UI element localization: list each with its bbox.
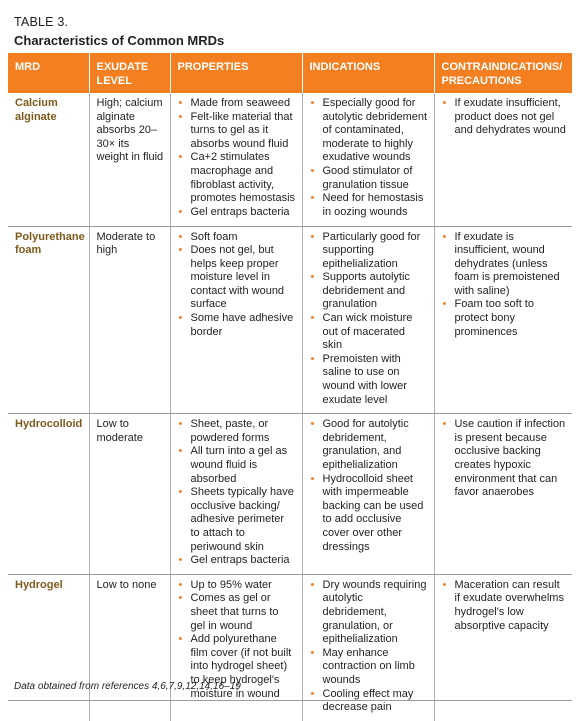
table-header-row	[8, 53, 572, 93]
exudate-level: Moderate to high	[89, 226, 170, 414]
indications-cell	[302, 574, 434, 720]
mrd-name: Calcium alginate	[8, 93, 89, 226]
contraindications-cell	[434, 574, 572, 720]
contraindication-item: • Maceration can result if exudate overwhelms hydrogel's low absorptive capacity	[442, 579, 567, 633]
indications-cell	[302, 414, 434, 575]
indication-item: • Good for autolytic debridement, granulation, and epithelialization	[310, 418, 428, 472]
property-item: • Made from seaweed	[178, 97, 296, 111]
property-item: • Sheets typically have occlusive backing/ adhesive perimeter to attach to periwound skin	[178, 486, 296, 554]
indication-item: • Dry wounds requiring autolytic debridement, granulation, or epithelialization	[310, 579, 428, 647]
header-contraindications: CONTRAINDICATIONS/ PRECAUTIONS	[434, 53, 572, 93]
indication-item: • Premoisten with saline to use on wound with lower exudate level	[310, 353, 428, 407]
indication-item: • Especially good for autolytic debridement of contaminated, moderate to highly exudative wounds	[310, 97, 428, 165]
indication-item: • Good stimulator of granulation tissue	[310, 165, 428, 192]
property-item: • Ca+2 stimulates macrophage and fibroblast activity, promotes hemostasis	[178, 151, 296, 205]
property-item: • Comes as gel or sheet that turns to gel in wound	[178, 592, 296, 633]
indications-cell	[302, 93, 434, 226]
header-mrd: MRD	[8, 53, 89, 93]
table-label: TABLE 3.	[14, 15, 69, 29]
table-title: Characteristics of Common MRDs	[14, 33, 225, 48]
indications-cell	[302, 226, 434, 414]
contraindications-cell	[434, 414, 572, 575]
exudate-level: Low to moderate	[89, 414, 170, 575]
mrd-name: Hydrocolloid	[8, 414, 89, 575]
indication-item: • Cooling effect may decrease pain	[310, 688, 428, 715]
mrd-table	[8, 53, 572, 721]
header-exudate-level: EXUDATE LEVEL	[89, 53, 170, 93]
mrd-name: Hydrogel	[15, 578, 63, 591]
contraindication-item: • If exudate insufficient, product does not gel and dehydrates wound	[442, 97, 567, 138]
table-row	[8, 226, 572, 414]
properties-cell	[170, 414, 302, 575]
exudate-level: High; calcium alginate absorbs 20–30× its weight in fluid	[89, 93, 170, 226]
header-properties: PROPERTIES	[170, 53, 302, 93]
property-item: • Add polyurethane film cover (if not built into hydrogel sheet) to keep hydrogel's moisture in wound	[178, 633, 296, 701]
indication-item: • Particularly good for supporting epithelialization	[310, 231, 428, 272]
property-item: • All turn into a gel as wound fluid is absorbed	[178, 445, 296, 486]
property-item: • Felt-like material that turns to gel as it absorbs wound fluid	[178, 111, 296, 152]
contraindication-item: • Use caution if infection is present because occlusive backing creates hypoxic environment that can favor anaerobes	[442, 418, 567, 500]
properties-cell	[170, 574, 302, 720]
indication-item: • Hydrocolloid sheet with impermeable backing can be used to add occlusive cover over other dressings	[310, 473, 428, 555]
mrd-name: Polyurethane foam	[8, 226, 89, 414]
property-item: • Some have adhesive border	[178, 312, 296, 339]
table-footnote: Data obtained from references 4,6,7,9,12,14,16–19	[14, 681, 241, 692]
indication-item: • Can wick moisture out of macerated skin	[310, 312, 428, 353]
property-item: • Sheet, paste, or powdered forms	[178, 418, 296, 445]
table-row	[8, 93, 572, 226]
table-row	[8, 414, 572, 575]
properties-cell	[170, 226, 302, 414]
property-item: • Gel entraps bacteria	[178, 206, 296, 220]
table-row	[8, 574, 572, 720]
property-item: • Soft foam	[178, 231, 296, 245]
contraindication-item: • If exudate is insufficient, wound dehydrates (unless foam is premoistened with saline)	[442, 231, 567, 299]
contraindications-cell	[434, 226, 572, 414]
header-indications: INDICATIONS	[302, 53, 434, 93]
contraindication-item: • Foam too soft to protect bony prominences	[442, 298, 567, 339]
bottom-rule	[8, 700, 572, 701]
indication-item: • Supports autolytic debridement and granulation	[310, 271, 428, 312]
property-item: • Gel entraps bacteria	[178, 554, 296, 568]
contraindications-cell	[434, 93, 572, 226]
indication-item: • Need for hemostasis in oozing wounds	[310, 192, 428, 219]
property-item: • Up to 95% water	[178, 579, 296, 593]
exudate-level: Low to none	[89, 574, 170, 720]
property-item: • Does not gel, but helps keep proper moisture level in contact with wound surface	[178, 244, 296, 312]
properties-cell	[170, 93, 302, 226]
indication-item: • May enhance contraction on limb wounds	[310, 647, 428, 688]
